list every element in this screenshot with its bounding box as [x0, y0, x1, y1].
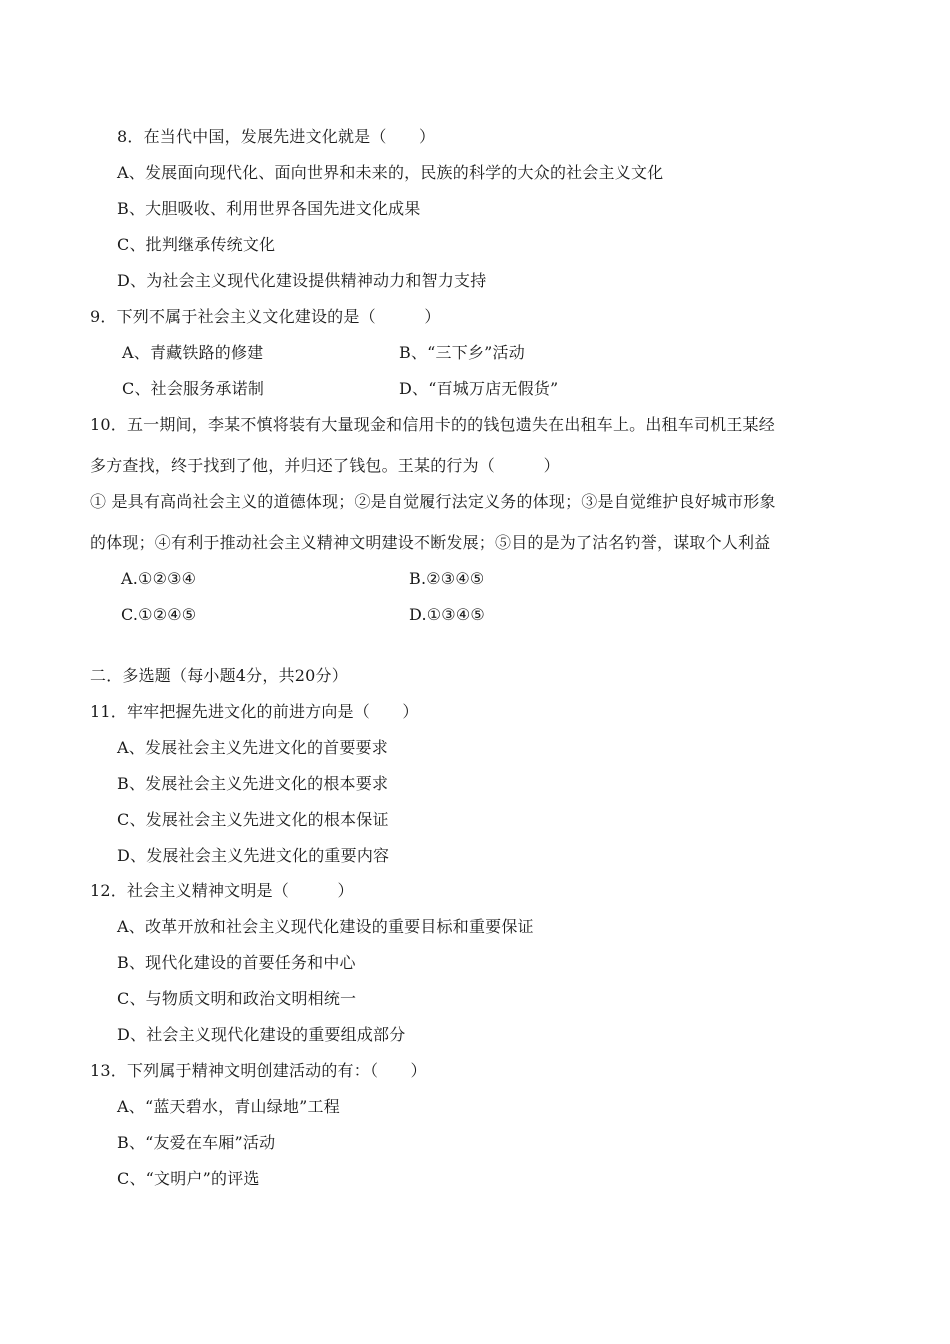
question-12-option-b: B、现代化建设的首要任务和中心: [117, 953, 356, 972]
question-8-stem: 8．在当代中国，发展先进文化就是（ ）: [117, 127, 436, 146]
question-9-option-a: A、青藏铁路的修建: [122, 343, 264, 362]
question-13-option-c: C、“文明户”的评选: [117, 1169, 260, 1188]
question-8-option-b: B、大胆吸收、利用世界各国先进文化成果: [117, 199, 421, 218]
question-8-option-c: C、批判继承传统文化: [117, 235, 276, 254]
question-13-option-b: B、“友爱在车厢”活动: [117, 1133, 276, 1152]
question-11-option-a: A、发展社会主义先进文化的首要要求: [117, 738, 388, 757]
question-10-option-a: A.①②③④: [121, 569, 197, 588]
question-10-stem-line-2: 多方查找，终于找到了他，并归还了钱包。王某的行为（ ）: [90, 456, 560, 475]
question-10-option-d: D.①③④⑤: [409, 605, 485, 624]
question-10-option-b: B.②③④⑤: [409, 569, 485, 588]
question-11-option-d: D、发展社会主义先进文化的重要内容: [117, 846, 390, 865]
question-12-option-a: A、改革开放和社会主义现代化建设的重要目标和重要保证: [117, 917, 534, 936]
question-13-stem: 13．下列属于精神文明创建活动的有：（ ）: [90, 1061, 427, 1080]
question-9-option-b: B、“三下乡”活动: [399, 343, 525, 362]
question-9-option-d: D、“百城万店无假货”: [399, 379, 559, 398]
question-10-items-line-1: ① 是具有高尚社会主义的道德体现；②是自觉履行法定义务的体现；③是自觉维护良好城市形象: [90, 492, 776, 511]
question-9-stem: 9．下列不属于社会主义文化建设的是（ ）: [90, 307, 441, 326]
question-8-option-d: D、为社会主义现代化建设提供精神动力和智力支持: [117, 271, 487, 290]
question-8-option-a: A、发展面向现代化、面向世界和未来的，民族的科学的大众的社会主义文化: [117, 163, 664, 182]
question-11-option-b: B、发展社会主义先进文化的根本要求: [117, 774, 389, 793]
question-10-items-line-2: 的体现；④有利于推动社会主义精神文明建设不断发展；⑤目的是为了沽名钓誉，谋取个人利益: [90, 533, 771, 552]
question-11-stem: 11．牢牢把握先进文化的前进方向是（ ）: [90, 702, 419, 721]
question-12-option-c: C、与物质文明和政治文明相统一: [117, 989, 357, 1008]
question-11-option-c: C、发展社会主义先进文化的根本保证: [117, 810, 389, 829]
question-12-option-d: D、社会主义现代化建设的重要组成部分: [117, 1025, 406, 1044]
question-13-option-a: A、“蓝天碧水，青山绿地”工程: [117, 1097, 340, 1116]
question-12-stem: 12．社会主义精神文明是（ ）: [90, 881, 354, 900]
section-heading-multiple-choice: 二．多选题（每小题4分，共20分）: [90, 666, 348, 685]
question-10-stem-line-1: 10．五一期间，李某不慎将装有大量现金和信用卡的的钱包遗失在出租车上。出租车司机王某经: [90, 415, 775, 434]
question-10-option-c: C.①②④⑤: [121, 605, 197, 624]
question-9-option-c: C、社会服务承诺制: [122, 379, 265, 398]
